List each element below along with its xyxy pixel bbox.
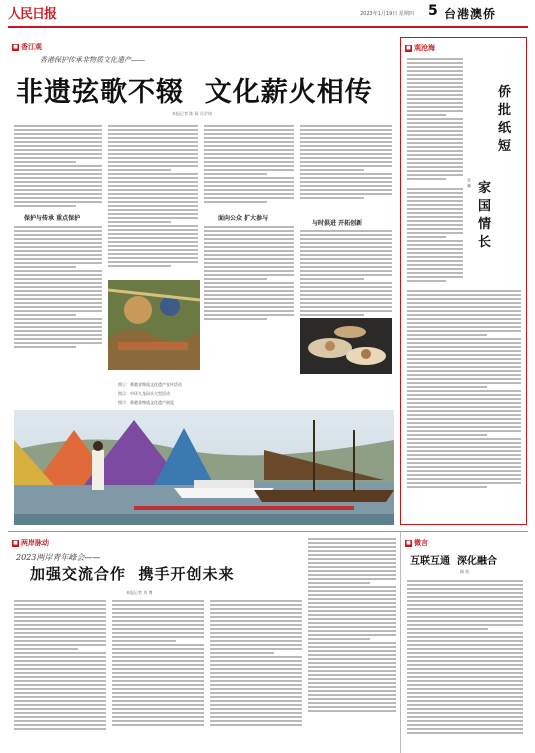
photo-caption-2: 图②：中环九龙码头大型活动 — [118, 391, 170, 396]
subhead-1-text-a: 保护与传承 — [24, 215, 55, 222]
lead-body-col-1 — [14, 125, 102, 209]
column-marker-icon: ■ — [406, 539, 411, 546]
photo-food — [300, 318, 392, 374]
lower-left-col-4 — [308, 538, 396, 714]
lower-left-col-2 — [112, 600, 204, 728]
sidebar-body-top — [407, 58, 463, 182]
lead-byline: 本报记者 陈 琛 冯学知 — [172, 111, 212, 116]
food-image — [300, 318, 392, 374]
lead-headline: 非遗弦歌不辍 文化薪火相传 — [16, 77, 373, 108]
lower-right-headline: 互联互通 深化融合 — [410, 556, 497, 567]
lower-right-byline: 顾 欣 — [460, 569, 470, 574]
lower-right-column-label — [405, 538, 428, 548]
lower-left-byline: 本报记者 刘 博 — [126, 590, 153, 595]
column-marker-icon: ■ — [13, 539, 18, 546]
section-divider — [8, 531, 528, 532]
mural-image — [108, 280, 200, 370]
lead-subhead-3: 与时俱进 开拓创新 — [312, 220, 363, 227]
sidebar-column-text: 观沧海 — [414, 44, 435, 52]
photo-caption-3: 图③：香港非物质文化遗产展览 — [118, 400, 174, 405]
lead-body-col-4 — [300, 125, 392, 201]
lead-column-label — [12, 42, 42, 52]
newspaper-logo — [8, 3, 56, 22]
sidebar-title-2: 家国情长 — [478, 181, 492, 250]
logo-text: 人民日报 — [8, 7, 57, 22]
column-marker-icon: ■ — [13, 43, 18, 50]
lower-right-body — [407, 580, 523, 736]
issue-date: 2023年1月19日 星期四 — [360, 11, 414, 17]
sidebar-column-label — [405, 43, 435, 53]
lead-body-col-2 — [108, 125, 198, 269]
lower-left-col-3 — [210, 600, 302, 728]
sidebar-author: 张 巍 — [467, 178, 472, 188]
masthead-rule — [8, 26, 528, 28]
lead-body-col-3b — [204, 226, 294, 322]
lower-left-kicker: 2023两岸青年峰会—— — [16, 553, 101, 562]
lower-left-headline: 加强交流合作 携手开创未来 — [30, 565, 235, 583]
sidebar-body-full — [407, 290, 521, 490]
subhead-1-text-b: 重点保护 — [56, 215, 81, 222]
column-marker-icon: ■ — [406, 44, 411, 51]
lead-column-text: 香江观 — [21, 43, 42, 51]
lead-subhead-2: 面向公众 扩大参与 — [218, 215, 269, 222]
page-number: 5 — [428, 3, 438, 19]
lower-right-column-text: 微言 — [414, 539, 428, 547]
sidebar-title-1: 侨批纸短 — [498, 85, 512, 154]
lead-body-col-1b — [14, 226, 102, 350]
photo-harbor — [14, 410, 394, 525]
section-title: 台港澳侨 — [444, 7, 497, 21]
lower-left-col-1 — [14, 600, 106, 732]
column-rule — [400, 531, 401, 753]
photo-caption-1: 图①：香港非物质文化遗产宣传活动 — [118, 382, 182, 387]
photo-mural — [108, 280, 200, 370]
lead-kicker: 香港保护传承非物质文化遗产—— — [40, 56, 145, 64]
lower-left-column-text: 两岸脉动 — [21, 539, 49, 547]
harbor-image — [14, 410, 394, 525]
lead-body-col-4b — [300, 230, 392, 318]
sidebar-body-mid — [407, 188, 463, 284]
lower-left-column-label — [12, 538, 49, 548]
lead-subhead-1 — [24, 213, 80, 222]
lead-body-col-3 — [204, 125, 294, 205]
